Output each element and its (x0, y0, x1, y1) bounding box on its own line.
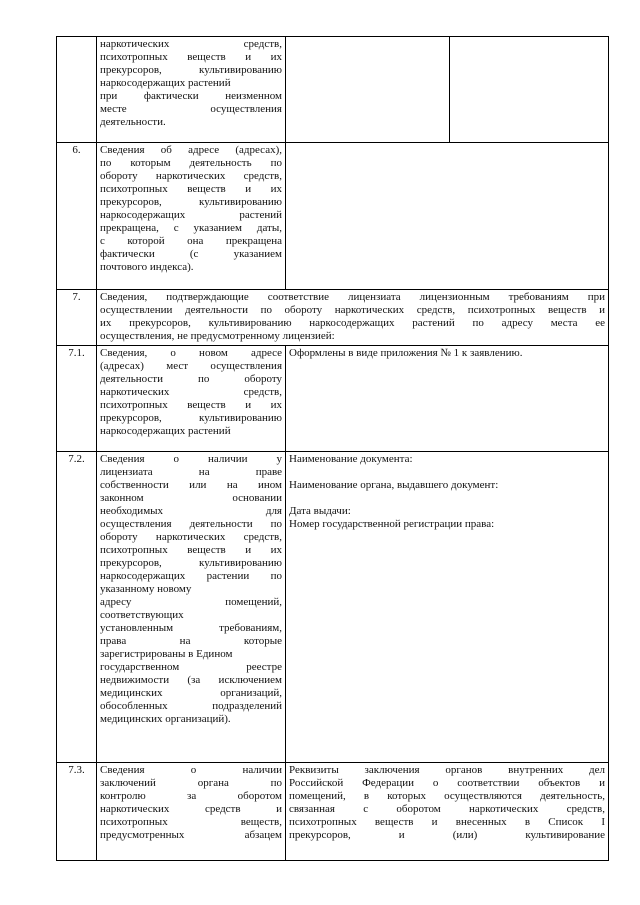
table-row (57, 346, 609, 452)
document-name-field: Наименование документа: (289, 453, 413, 465)
value-text: Оформлены в виде приложения № 1 к заявлению. (289, 347, 523, 359)
issuing-authority-field: Наименование органа, выдавшего документ: (289, 479, 499, 491)
row-number (57, 37, 97, 143)
row-label: Сведения о наличии у лицензиата на праве собственности или на ином законном основании необходимых для осуществления деятельности по обороту наркотических средств, психотропных веществ и их прекурсоров, культивированию наркосодержащих растении по указанному новому адресу помещений, соответствующих установленным требованиям, права на которые зарегистрированы в Едином государственном реестре недвижимости (за исключением медицинских организаций, обособленных подразделений медицинских организаций). (97, 452, 286, 763)
row-value-cell (286, 346, 609, 452)
table-row (57, 37, 609, 143)
table-row (57, 452, 609, 763)
row-label: наркотических средств, психотропных веществ и их прекурсоров, культивированию наркосодержащих растений при фактически неизменном месте осуществления деятельности. (97, 37, 286, 143)
row-label: Сведения, о новом адресе (адресах) мест осуществления деятельности по обороту наркотических средств, психотропных веществ и их прекурсоров, культивированию наркосодержащих растений (97, 346, 286, 452)
row-value-cell (286, 37, 450, 143)
license-form-table (56, 36, 609, 861)
row-number: 7.3. (57, 763, 97, 861)
row-value-cell (286, 143, 609, 290)
issue-date-field: Дата выдачи: (289, 505, 351, 517)
row-value-cell (286, 452, 609, 763)
row-number: 7.2. (57, 452, 97, 763)
table-row (57, 290, 609, 346)
row-number: 7.1. (57, 346, 97, 452)
table-row (57, 763, 609, 861)
row-value-cell-extra (450, 37, 609, 143)
section-heading: Сведения, подтверждающие соответствие лицензиата лицензионным требованиям при осуществлении деятельности по обороту наркотических средств, психотропных веществ и их прекурсоров, культивированию наркосодержащих растений по адресу места ее осуществления, не предусмотренному лицензией: (97, 290, 609, 346)
row-number: 7. (57, 290, 97, 346)
registration-number-field: Номер государственной регистрации права: (289, 518, 495, 530)
row-label: Сведения об адресе (адресах), по которым деятельность по обороту наркотических средств, психотропных веществ и их прекурсоров, культивированию наркосодержащих растений прекращена, с указанием даты, с которой она прекращена фактически (с указанием почтового индекса). (97, 143, 286, 290)
row-label: Сведения о наличии заключений органа по контролю за оборотом наркотических средств и психотропных веществ, предусмотренных абзацем (97, 763, 286, 861)
row-number: 6. (57, 143, 97, 290)
table-row (57, 143, 609, 290)
row-value-cell: Реквизиты заключения органов внутренних дел Российской Федерации о соответствии объектов и помещений, в которых осуществляются деятельность, связанная с оборотом наркотических средств, психотропных веществ и внесенных в Список I прекурсоров, и (или) культивирование (286, 763, 609, 861)
